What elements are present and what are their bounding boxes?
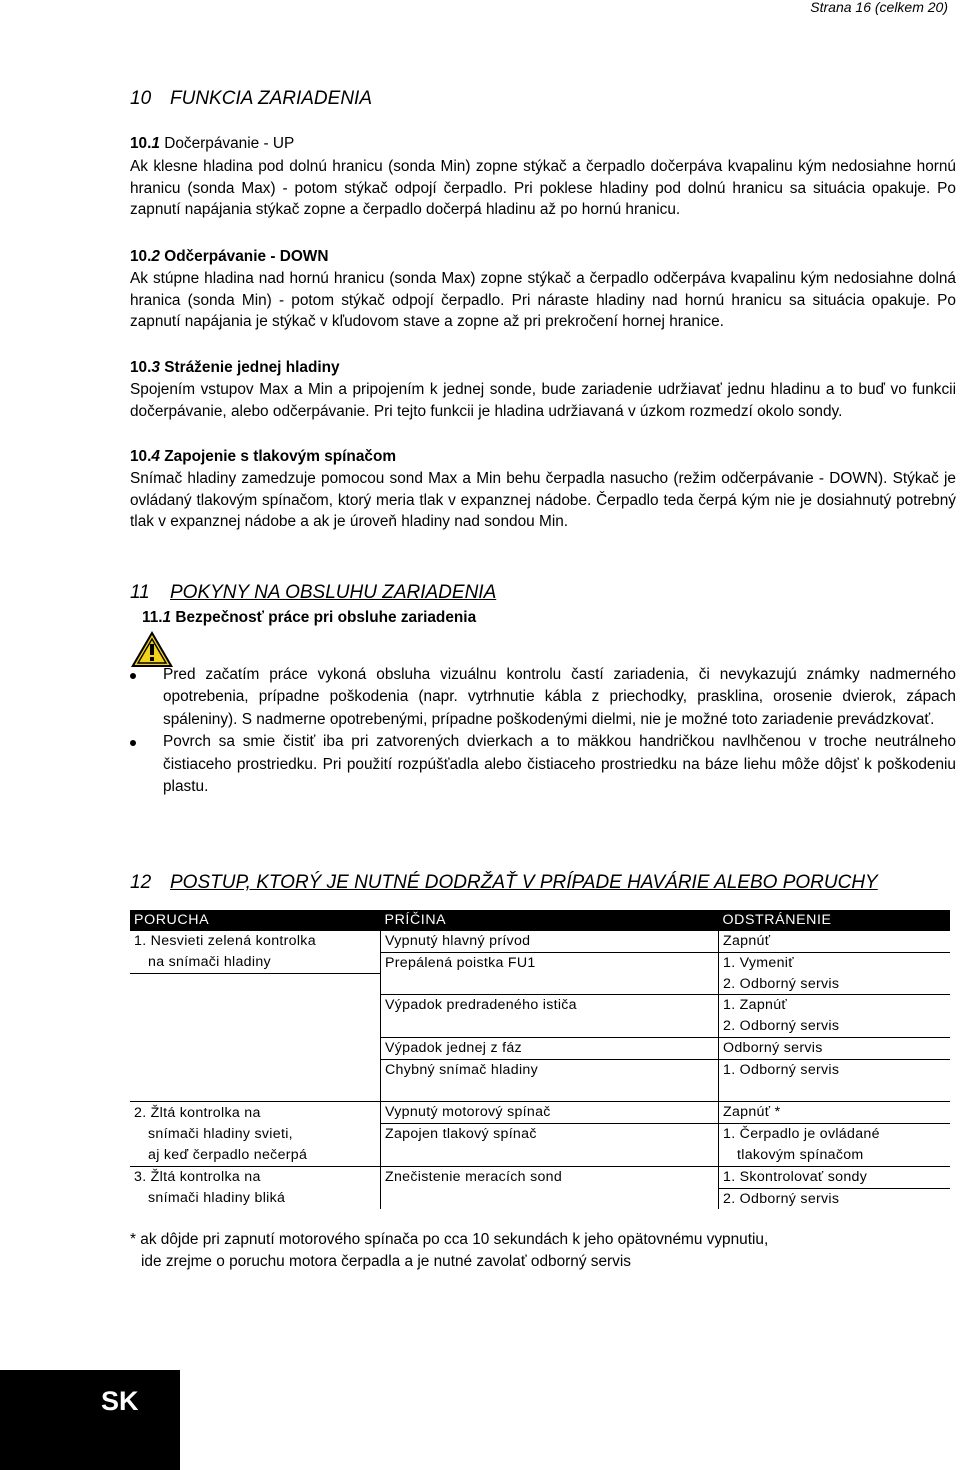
table-cell: Znečistenie meracích sond [381,1166,719,1188]
table-cell: Prepálená poistka FU1 [381,952,719,973]
table-row [130,1124,950,1145]
header-cell-remedy: ODSTRÁNENIE [719,910,951,931]
table-cell: 1. Odborný servis [719,1059,951,1080]
table-cell: 2. Odborný servis [723,1018,840,1035]
table-row [130,1059,950,1080]
section-11-heading [130,581,956,605]
subsection-10-4-text: Snímač hladiny zamedzuje pomocou sond Max a Min behu čerpadla nasucho (režim odčerpávanie - DOWN). Stýkač je ovládaný tlakovým spínačom, ktorý meria tlak v expanznej nádobe. Čerpadlo teda čerpá kým nie je dosiahnutý potrebný tlak v expanznej nádobe a ak je úroveň hladiny nad sondou Min. [130,470,956,530]
safety-bullet-list [130,664,956,798]
table-cell [130,974,381,995]
language-tab [0,1370,180,1470]
bullet-icon [130,673,136,679]
table-row [130,931,950,952]
table-row [130,974,950,995]
table-cell [130,1016,381,1037]
section-title: POSTUP, KTORÝ JE NUTNÉ DODRŽAŤ V PRÍPADE HAVÁRIE ALEBO PORUCHY [170,872,878,893]
table-cell [719,1081,951,1102]
table-cell [130,1037,381,1059]
subsection-title: Zapojenie s tlakovým spínačom [159,448,397,465]
table-row [130,995,950,1016]
subsection-11-1-heading [142,607,956,629]
section-number: 11 [130,582,150,603]
table-cell [130,995,381,1016]
table-row [130,1188,950,1209]
table-cell: Zapojen tlakový spínač [381,1124,719,1145]
subsection-10-3-heading [130,357,956,379]
table-cell: Vypnutý hlavný prívod [381,931,719,952]
subsection-title: Odčerpávanie - DOWN [159,248,329,265]
table-cell [381,974,719,995]
language-code: SK [101,1386,139,1416]
subsection-number-part: 3 [151,359,160,376]
table-cell: snímači hladiny bliká [148,1190,286,1207]
subsection-number: 11. [142,609,163,626]
subsection-number: 10. [130,135,152,152]
table-cell: Vypnutý motorový spínač [381,1102,719,1124]
table-cell: 1. Vymeniť [719,952,951,973]
subsection-10-2-text: Ak stúpne hladina nad hornú hranicu (sonda Max) zopne stýkač a čerpadlo odčerpáva kvapalinu kým nedosiahne dolná hranica (sonda Min) - potom stýkač odpojí čerpadlo. Pri náraste hladiny nad hornú hranicu sa situácia opakuje. Po zapnutí napájania je stýkač v kľudovom stave a zopne až pri prekročení hornej hranice. [130,270,956,330]
table-row [130,952,950,973]
table-cell: 2. Odborný servis [719,1188,951,1209]
subsection-number: 10. [130,359,152,376]
table-cell: Výpadok jednej z fáz [381,1037,719,1059]
footnote [130,1229,768,1273]
subsection-number-part: 2 [151,248,160,265]
table-cell [381,1016,719,1037]
table-cell: na snímači hladiny [148,954,271,971]
page-number: Strana 16 (celkem 20) [810,0,948,15]
table-cell: 1. Nesvieti zelená kontrolka [134,933,316,950]
footnote-line: * ak dôjde pri zapnutí motorového spínača po cca 10 sekundách k jeho opätovnému vypnutiu, [130,1231,769,1248]
subsection-10-4-heading [130,446,956,468]
table-cell: tlakovým spínačom [737,1146,864,1163]
list-item [130,731,956,798]
table-cell [130,1081,381,1102]
subsection-10-1-heading [130,133,956,155]
subsection-title: Bezpečnosť práce pri obsluhe zariadenia [171,609,477,626]
table-cell: Zapnúť [723,933,771,949]
bullet-text: Pred začatím práce vykoná obsluha vizuálnu kontrolu častí zariadenia, či nevykazujú známky nadmerného opotrebenia, prípadne poškodenia (napr. vytrhnutie kábla z priechodky, prasklina, orosenie dvierok, zápach spáleniny). S nadmerne opotrebenými, prípadne poškodenými dielmi, nie je možné toto zariadenie prevádzkovať. [163,666,956,728]
fault-table [130,910,950,1209]
table-cell: 1. Čerpadlo je ovládané [719,1124,951,1145]
header-cell-cause: PRÍČINA [381,910,719,931]
table-row [130,1037,950,1059]
table-cell [130,1059,381,1080]
footnote-line: ide zrejme o poruchu motora čerpadla a je nutné zavolať odborný servis [141,1253,631,1270]
table-cell: 2. Odborný servis [723,975,840,992]
table-row [130,1102,950,1124]
table-cell [381,1188,719,1209]
table-cell: 3. Žltá kontrolka na [130,1166,381,1188]
subsection-title: Dočerpávanie - UP [159,135,295,152]
warning-icon [130,630,174,668]
table-row [130,1145,950,1166]
table-row [130,1016,950,1037]
table-cell: Odborný servis [719,1037,951,1059]
table-cell: Zapnúť * [719,1102,951,1124]
section-title: POKYNY NA OBSLUHU ZARIADENIA [170,582,497,603]
subsection-number-part: 1 [151,135,160,152]
section-10-heading [130,87,956,111]
section-title: FUNKCIA ZARIADENIA [170,88,372,109]
subsection-title: Stráženie jednej hladiny [159,359,340,376]
subsection-number-part: 1 [162,609,172,626]
section-number: 10 [130,88,152,109]
table-cell: 2. Žltá kontrolka na [130,1102,381,1124]
section-number: 12 [130,872,152,893]
table-cell: 1. Skontrolovať sondy [719,1166,951,1188]
subsection-10-1-text: Ak klesne hladina pod dolnú hranicu (sonda Min) zopne stýkač a čerpadlo dočerpáva kvapalinu kým nedosiahne hornú hranicu (sonda Max) - potom stýkač odpojí čerpadlo. Pri poklese hladiny pod dolnú hranicu sa situácia opakuje. Po zapnutí napájania stýkač zopne a čerpadlo dočerpá hladinu až po hornú hranicu. [130,158,956,218]
bullet-text: Povrch sa smie čistiť iba pri zatvorených dvierkach a to mäkkou handričkou navlhčenou v troche neutrálneho čistiaceho prostriedku. Pri použití rozpúšťadla alebo čistiaceho prostriedku na báze liehu môže dôjsť k poškodeniu plastu. [163,733,956,796]
table-cell: Výpadok predradeného ističa [381,995,719,1016]
table-cell [381,1145,719,1166]
header-cell-fault: PORUCHA [130,910,381,931]
subsection-10-2-heading [130,246,956,268]
subsection-number: 10. [130,248,152,265]
subsection-number: 10. [130,448,152,465]
table-row [130,1081,950,1102]
table-cell: 1. Zapnúť [719,995,951,1016]
table-cell: snímači hladiny svieti, [148,1125,293,1142]
bullet-icon [130,740,136,746]
table-cell: Chybný snímač hladiny [381,1059,719,1080]
subsection-10-3-text: Spojením vstupov Max a Min a pripojením k jednej sonde, bude zariadenie udržiavať jednu hladinu a to buď vo funkcii dočerpávanie, alebo odčerpávanie. Pri tejto funkcii je hladina udržiavaná v úzkom rozmedzí okolo sondy. [130,381,956,420]
table-cell: aj keď čerpadlo nečerpá [148,1146,308,1163]
table-header-row [130,910,950,931]
section-12-heading [130,871,956,895]
list-item [130,664,956,731]
table-row [130,1166,950,1188]
subsection-number-part: 4 [151,448,160,465]
table-cell [381,1081,719,1102]
